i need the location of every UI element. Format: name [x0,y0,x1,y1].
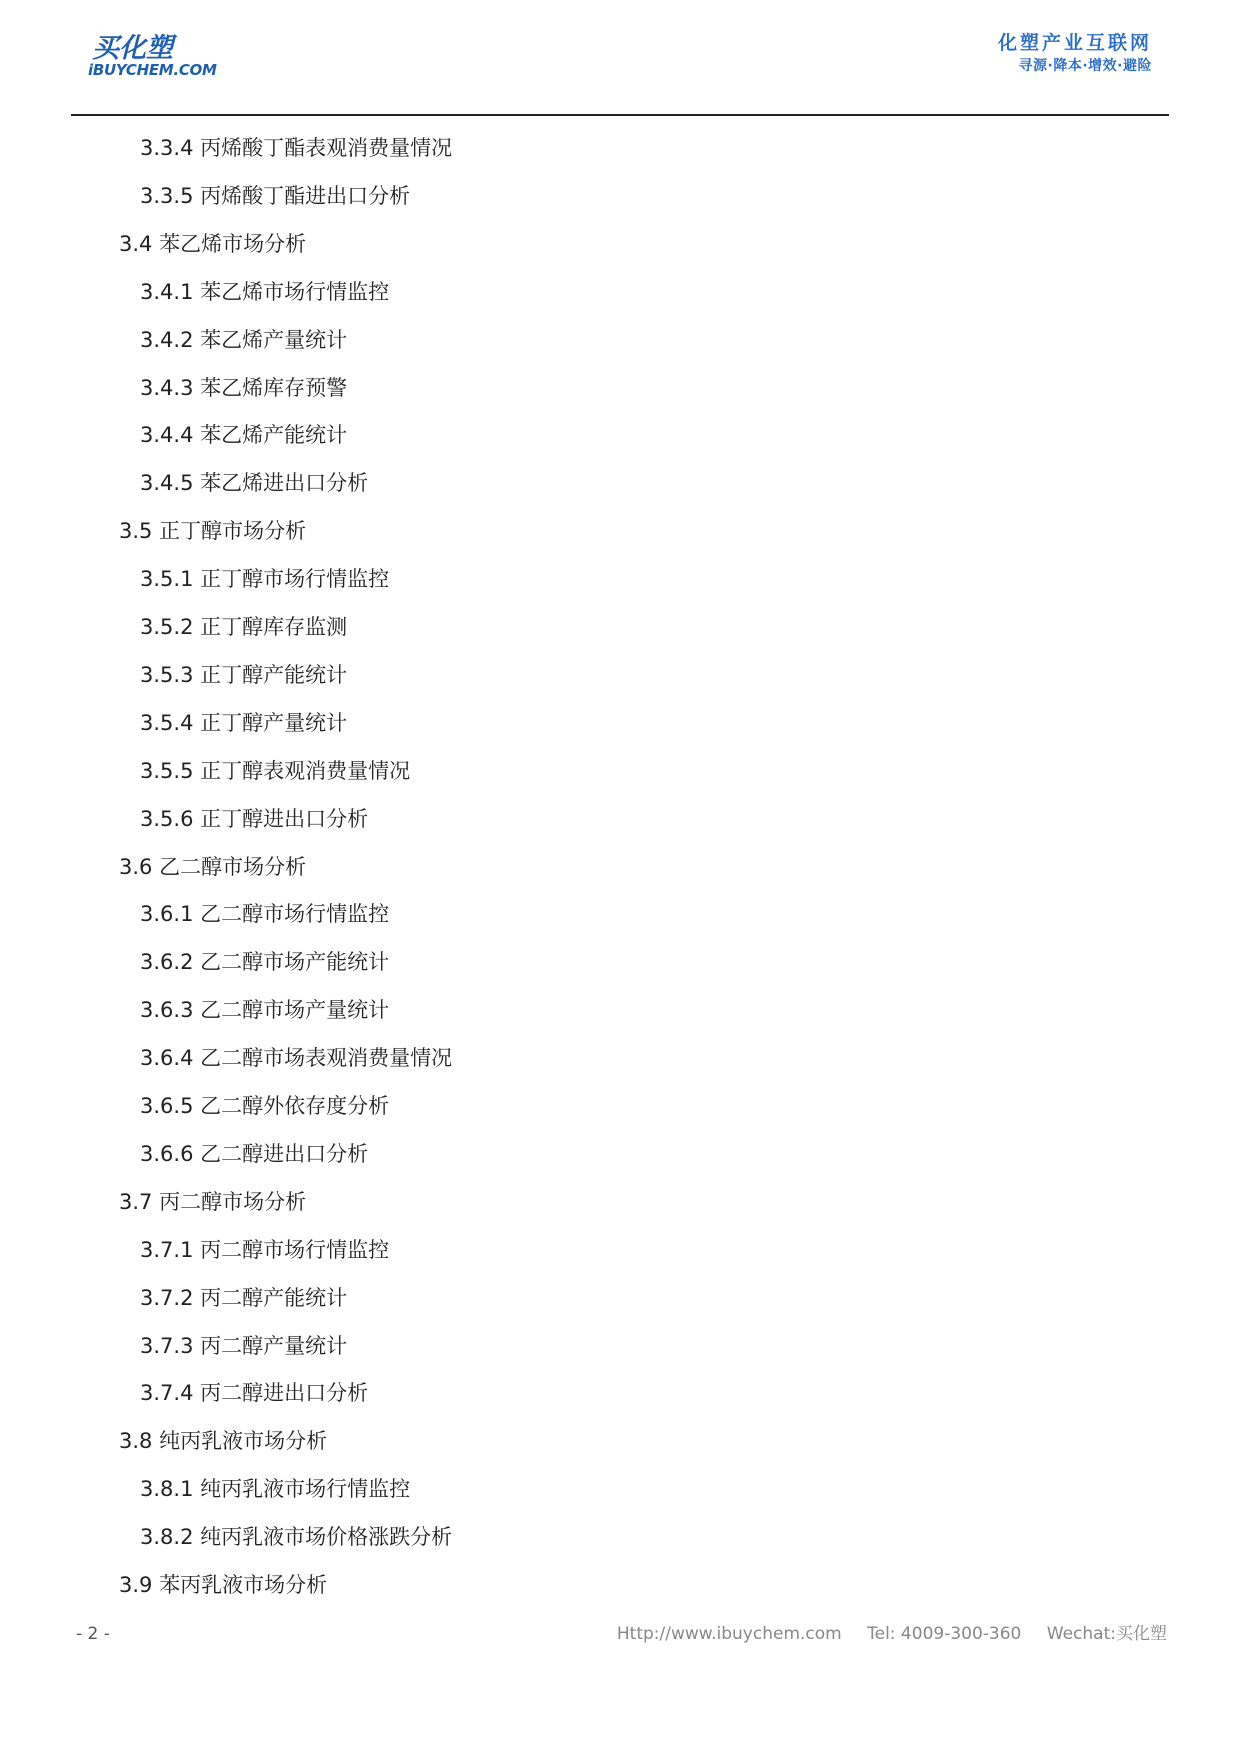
toc-entry: 3.7 丙二醇市场分析 [119,1189,307,1214]
page-header [0,0,1240,118]
footer-tel: Tel: 4009-300-360 [867,1624,1022,1644]
toc-entry: 3.4.3 苯乙烯库存预警 [140,375,348,400]
toc-entry: 3.6.5 乙二醇外依存度分析 [140,1094,390,1118]
footer-url: Http://www.ibuychem.com [616,1624,842,1644]
toc-entry: 3.8.2 纯丙乳液市场价格涨跌分析 [140,1525,453,1550]
logo-chinese-text: 买化塑 [92,33,173,64]
toc-entry: 3.3.5 丙烯酸丁酯进出口分析 [140,183,411,208]
toc-entry: 3.5 正丁醇市场分析 [119,519,307,544]
toc-entry: 3.4.5 苯乙烯进出口分析 [140,471,369,496]
toc-entry: 3.4.4 苯乙烯产能统计 [140,423,348,448]
toc-entry: 3.5.3 正丁醇产能统计 [140,662,348,687]
toc-entry: 3.4.1 苯乙烯市场行情监控 [140,279,390,304]
toc-entry: 3.8 纯丙乳液市场分析 [119,1429,328,1454]
toc-entry: 3.3.4 丙烯酸丁酯表观消费量情况 [140,136,453,160]
toc-entry: 3.6.1 乙二醇市场行情监控 [140,902,390,927]
toc-entry: 3.7.4 丙二醇进出口分析 [140,1381,369,1406]
toc-entry: 3.6 乙二醇市场分析 [119,854,307,879]
toc-entry: 3.6.6 乙二醇进出口分析 [140,1141,369,1166]
toc-entry: 3.4.2 苯乙烯产量统计 [140,327,348,352]
footer-contact [617,1622,1167,1646]
toc-entry: 3.7.3 丙二醇产量统计 [140,1333,348,1358]
toc-entry: 3.5.6 正丁醇进出口分析 [140,806,369,831]
toc-entry: 3.6.3 乙二醇市场产量统计 [140,998,390,1023]
toc-entry: 3.6.2 乙二醇市场产能统计 [140,950,390,975]
page-footer [0,1622,1240,1652]
logo-english-text: iBUYCHEM.COM [88,61,217,79]
toc-entry: 3.9 苯丙乳液市场分析 [119,1573,328,1597]
toc-entry: 3.5.5 正丁醇表观消费量情况 [140,758,411,783]
toc-entry: 3.7.2 丙二醇产能统计 [140,1285,348,1310]
page-number: - 2 - [76,1624,110,1644]
header-divider [71,114,1169,116]
toc-entry: 3.6.4 乙二醇市场表观消费量情况 [140,1046,453,1071]
tagline-main: 化塑产业互联网 [997,32,1152,54]
toc-entry: 3.5.4 正丁醇产量统计 [140,710,348,735]
toc-entry: 3.5.1 正丁醇市场行情监控 [140,567,390,592]
toc-entry: 3.8.1 纯丙乳液市场行情监控 [140,1477,411,1502]
tagline-sub: 寻源·降本·增效·避险 [1018,58,1152,74]
toc-entry: 3.5.2 正丁醇库存监测 [140,615,348,639]
header-tagline [998,30,1152,76]
toc-entry: 3.7.1 丙二醇市场行情监控 [140,1237,390,1262]
toc-entry: 3.4 苯乙烯市场分析 [119,231,307,256]
logo [88,34,248,82]
footer-wechat: Wechat:买化塑 [1046,1624,1167,1644]
